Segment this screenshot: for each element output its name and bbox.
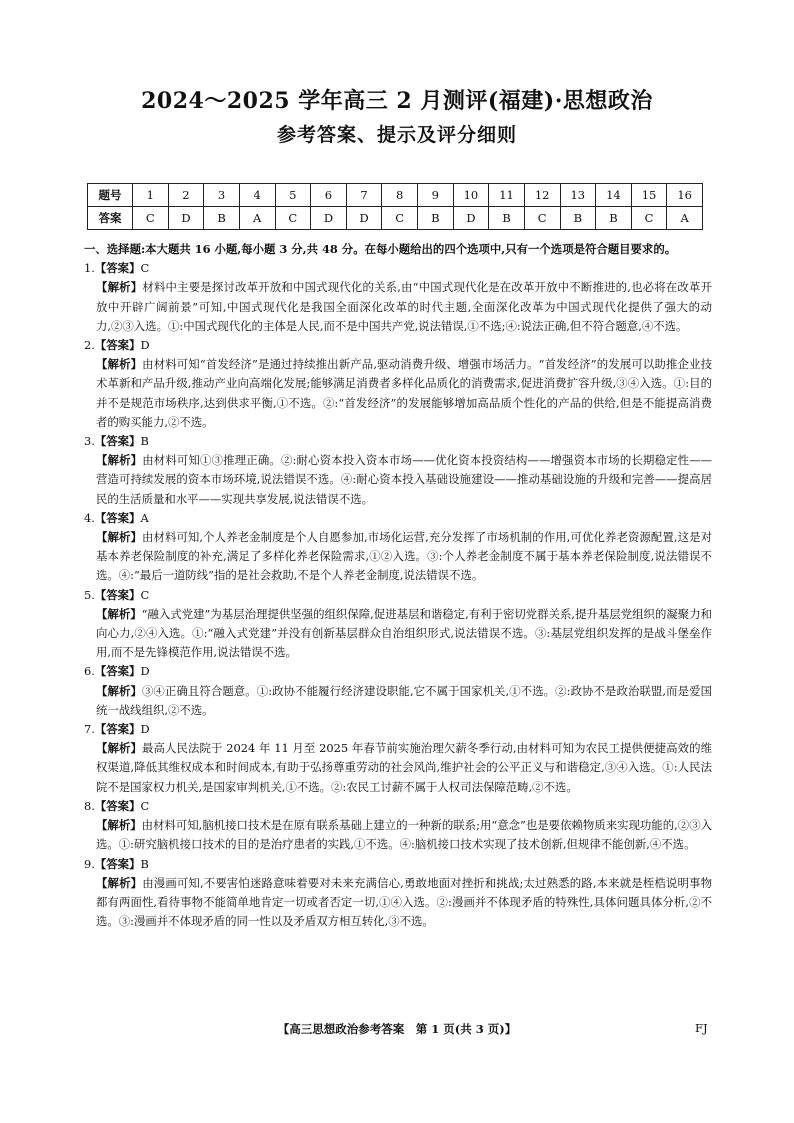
question-number-header: 题号 xyxy=(88,184,133,207)
explanation-text: 由漫画可知,不要害怕迷路意味着要对未来充满信心,勇敢地面对挫折和挑战;太过熟悉的路,本来就是桎梏说明事物都有两面性,看待事物不能简单地肯定一切或者否定一切,①④入选。②:漫画并不体现矛盾的特殊性,具体问题具体分析,②不选。③:漫画并不体现矛盾的同一性以及矛盾双方相互转化,③不选。 xyxy=(96,875,712,929)
answer-explanations xyxy=(84,240,712,931)
answer-label: 【答案】 xyxy=(94,510,141,525)
answer-value: D xyxy=(140,338,150,353)
answer-cell: C xyxy=(133,207,169,230)
page-footer: 【高三思想政治参考答案 第 1 页(共 3 页)】 xyxy=(277,1022,517,1036)
answer-cell: D xyxy=(453,207,489,230)
question-item xyxy=(84,797,712,855)
answer-cell: C xyxy=(382,207,418,230)
question-item xyxy=(84,259,712,336)
question-item xyxy=(84,432,712,509)
footer-code: FJ xyxy=(695,1021,708,1035)
question-explanation xyxy=(84,528,712,586)
explanation-text: 由材料可知,个人养老金制度是个人自愿参加,市场化运营,充分发挥了市场机制的作用,可优化养老资源配置,这是对基本养老保险制度的补充,满足了多样化养老保险需求,①②入选。③:个人养老金制度不属于基本养老保险制度,说法错误不选。④:“最后一道防线”指的是社会救助,不是个人养老金制度,说法错误不选。 xyxy=(96,530,712,583)
answer-label: 【答案】 xyxy=(94,856,141,871)
question-explanation xyxy=(84,874,712,932)
question-answer-line xyxy=(84,259,712,278)
question-explanation xyxy=(84,355,712,432)
explanation-text: “融入式党建”为基层治理提供坚强的组织保障,促进基层和谐稳定,有利于密切党群关系,提升基层党组织的凝聚力和向心力,②④入选。①:“融入式党建”并没有创新基层群众自治组织形式,说法错误不选。③:基层党组织发挥的是战斗堡垒作用,而不是先锋模范作用,说法错误不选。 xyxy=(96,606,712,660)
question-item xyxy=(84,509,712,586)
answer-cell: B xyxy=(560,207,596,230)
explanation-label: 【解析】 xyxy=(96,875,143,890)
answer-value: C xyxy=(140,798,150,813)
question-item xyxy=(84,720,712,797)
answer-value: B xyxy=(140,434,149,449)
answer-cell: A xyxy=(667,207,703,230)
question-item xyxy=(84,336,712,432)
question-number-cell: 15 xyxy=(631,184,667,207)
answer-value: D xyxy=(140,722,150,737)
question-item xyxy=(84,586,712,663)
answer-cell: D xyxy=(346,207,382,230)
question-number-cell: 8 xyxy=(382,184,418,207)
question-number-cell: 3 xyxy=(204,184,240,207)
question-answer-line xyxy=(84,720,712,739)
answer-value: A xyxy=(140,510,149,525)
question-number-cell: 6 xyxy=(311,184,347,207)
question-answer-line xyxy=(84,586,712,605)
question-number: 4. xyxy=(84,510,95,525)
question-number-row xyxy=(88,184,703,207)
question-answer-line xyxy=(84,662,712,681)
explanation-text: 材料中主要是探讨改革开放和中国式现代化的关系,由“中国式现代化是在改革开放中不断推进的,也必将在改革开放中开辟广阔前景”可知,中国式现代化是我国全面深化改革的时代主题,全面深化改革为中国式现代化提供了强大的动力,②③入选。①:中国式现代化的主体是人民,而不是中国共产党,说法错误,①不选;④:说法正确,但不符合题意,④不选。 xyxy=(96,280,712,333)
answer-value: C xyxy=(140,587,150,602)
question-number: 9. xyxy=(84,856,95,871)
section-heading: 一、选择题:本大题共 16 小题,每小题 3 分,共 48 分。在每小题给出的四个选项中,只有一个选项是符合题目要求的。 xyxy=(84,242,677,256)
answer-label: 【答案】 xyxy=(94,664,141,679)
question-number-cell: 16 xyxy=(667,184,703,207)
answer-cell: B xyxy=(204,207,240,230)
answer-cell: D xyxy=(311,207,347,230)
question-number-cell: 5 xyxy=(275,184,311,207)
answer-header: 答案 xyxy=(88,207,133,230)
answer-cell: A xyxy=(239,207,275,230)
answer-label: 【答案】 xyxy=(94,434,141,449)
answer-cell: B xyxy=(596,207,632,230)
question-answer-line xyxy=(84,509,712,528)
question-number: 6. xyxy=(84,664,95,679)
question-explanation xyxy=(84,278,712,336)
question-number: 7. xyxy=(84,722,95,737)
question-explanation xyxy=(84,605,712,663)
question-number-cell: 14 xyxy=(596,184,632,207)
explanation-text: 由材料可知①③推理正确。②:耐心资本投入资本市场——优化资本投资结构——增强资本市场的长期稳定性——营造可持续发展的资本市场环境,说法错误不选。④:耐心资本投入基础设施建设——推动基础设施的升级和完善——提高居民的生活质量和水平——实现共享发展,说法错误不选。 xyxy=(96,453,712,506)
question-item xyxy=(84,855,712,932)
question-list xyxy=(84,259,712,931)
question-number-cell: 10 xyxy=(453,184,489,207)
question-number: 1. xyxy=(84,261,95,276)
answer-label: 【答案】 xyxy=(94,722,141,737)
question-number: 2. xyxy=(84,338,95,353)
answer-table xyxy=(87,183,703,230)
answer-value: C xyxy=(140,261,150,276)
question-number-cell: 7 xyxy=(346,184,382,207)
answer-label: 【答案】 xyxy=(94,261,141,276)
question-explanation xyxy=(84,739,712,797)
question-explanation xyxy=(84,451,712,509)
explanation-label: 【解析】 xyxy=(96,280,143,295)
question-number-cell: 4 xyxy=(239,184,275,207)
answer-cell: C xyxy=(275,207,311,230)
explanation-text: 由材料可知,脑机接口技术是在原有联系基础上建立的一种新的联系;用“意念”也是要依赖物质来实现功能的,②③入选。①:研究脑机接口技术的目的是治疗患者的实践,①不选。④:脑机接口技术实现了技术创新,但规律不能创新,④不选。 xyxy=(96,818,712,852)
explanation-text: ③④正确且符合题意。①:政协不能履行经济建设职能,它不属于国家机关,①不选。②:政协不是政治联盟,而是爱国统一战线组织,②不选。 xyxy=(96,683,712,717)
explanation-label: 【解析】 xyxy=(96,683,142,698)
question-number: 3. xyxy=(84,434,95,449)
question-number-cell: 2 xyxy=(168,184,204,207)
question-number-cell: 1 xyxy=(133,184,169,207)
question-answer-line xyxy=(84,432,712,451)
answer-cell: D xyxy=(168,207,204,230)
answer-cell: B xyxy=(418,207,454,230)
question-number-cell: 13 xyxy=(560,184,596,207)
question-number: 5. xyxy=(84,587,95,602)
explanation-label: 【解析】 xyxy=(96,530,142,545)
explanation-label: 【解析】 xyxy=(96,741,143,756)
page-title: 2024～2025 学年高三 2 月测评(福建)·思想政治 xyxy=(141,88,653,114)
question-number-cell: 12 xyxy=(524,184,560,207)
question-answer-line xyxy=(84,797,712,816)
answer-label: 【答案】 xyxy=(94,798,141,813)
question-number: 8. xyxy=(84,798,95,813)
question-number-cell: 11 xyxy=(489,184,525,207)
answer-value: B xyxy=(140,856,149,871)
answer-value: D xyxy=(140,664,150,679)
question-explanation xyxy=(84,816,712,854)
explanation-label: 【解析】 xyxy=(96,606,142,621)
question-number-cell: 9 xyxy=(418,184,454,207)
explanation-text: 最高人民法院于 2024 年 11 月至 2025 年春节前实施治理欠薪冬季行动,由材料可知为农民工提供便捷高效的维权渠道,降低其维权成本和时间成本,有助于弘扬尊重劳动的社会风尚,维护社会的公平正义与和谐稳定,③④入选。①:人民法院不是国家权力机关,是国家审判机关,①不选。②:农民工讨薪不属于人权司法保障范畴,②不选。 xyxy=(96,741,712,794)
explanation-label: 【解析】 xyxy=(96,453,143,468)
question-item xyxy=(84,662,712,720)
answer-label: 【答案】 xyxy=(94,338,141,353)
question-explanation xyxy=(84,682,712,720)
explanation-label: 【解析】 xyxy=(96,357,143,372)
explanation-label: 【解析】 xyxy=(96,818,142,833)
answer-cell: C xyxy=(631,207,667,230)
question-answer-line xyxy=(84,855,712,874)
answer-row xyxy=(88,207,703,230)
answer-cell: B xyxy=(489,207,525,230)
page-subtitle: 参考答案、提示及评分细则 xyxy=(276,124,517,146)
answer-cell: C xyxy=(524,207,560,230)
explanation-text: 由材料可知“首发经济”是通过持续推出新产品,驱动消费升级、增强市场活力。“首发经济”的发展可以助推企业技术革新和产品升级,推动产业向高端化发展;能够满足消费者多样化品质化的消费需求,促进消费扩容升级,③④入选。①:目的并不是规范市场秩序,达到供求平衡,①不选。②:“首发经济”的发展能够增加高品质个性化的产品的供给,但是不能提高消费者的购买能力,②不选。 xyxy=(96,357,712,429)
answer-label: 【答案】 xyxy=(94,587,141,602)
question-answer-line xyxy=(84,336,712,355)
